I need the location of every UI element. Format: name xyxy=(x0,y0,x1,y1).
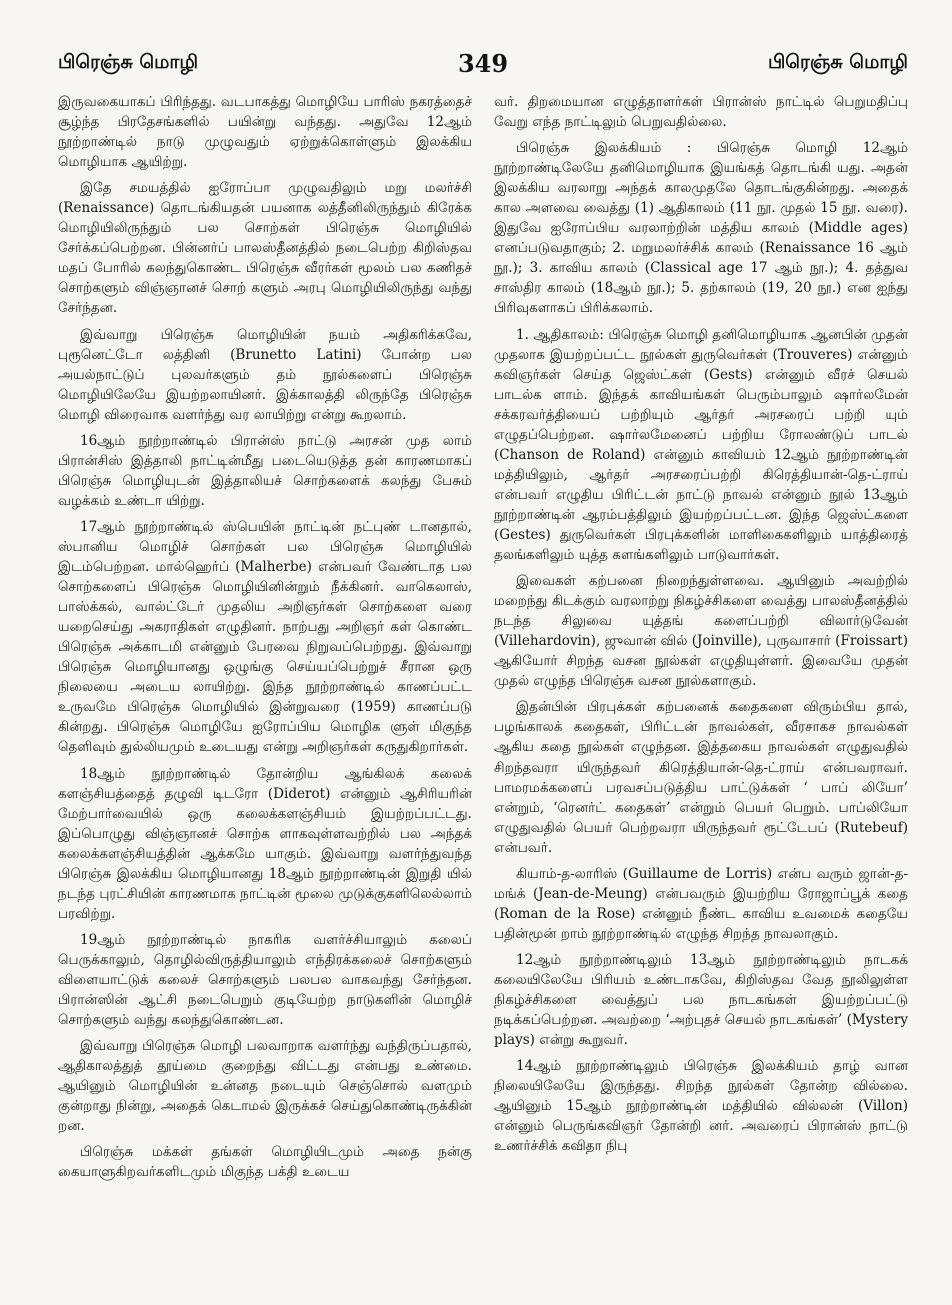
right-column xyxy=(494,92,908,1287)
paragraph: 16ஆம் நூற்றாண்டில் பிரான்ஸ் நாட்டு அரசன் முத லாம் பிரான்சிஸ் இத்தாலி நாட்டின்மீது படையெடுத்த தன் காரணமாகப் பிரெஞ்சு மொழியுடன் இத்தாலியச் சொற்களைக் கலந்து பேசும் வழக்கம் உண்டா யிற்று. xyxy=(58,432,472,509)
paragraph: பிரெஞ்சு மக்கள் தங்கள் மொழியிடமும் அதை நன்கு கையாளுகிறவர்களிடமும் மிகுந்த பக்தி உடைய xyxy=(58,1144,472,1181)
paragraph: 18ஆம் நூற்றாண்டில் தோன்றிய ஆங்கிலக் கலைக் களஞ்சியத்தைத் தழுவி டிடரோ (Diderot) என்னும் ஆசிரியரின் மேற்பார்வையில் ஒரு கலைக்களஞ்சியம் இயற்றப்பட்டது. இப்பொழுது விஞ்ஞானச் சொற்க ளாகவுள்ளவற்றில் பல அந்தக் கலைக்களஞ்சியத்தின் ஆக்கமே யாகும். இவ்வாறு வளர்ந்துவந்த பிரெஞ்சு இலக்கிய மொழியானது 18ஆம் நூற்றாண்டின் இறுதி யில் நடந்த புரட்சியின் காரணமாக நாட்டின் மூலை முடுக்குகளிலெல்லாம் பரவிற்று. xyxy=(58,765,472,922)
paragraph: இதன்பின் பிரபுக்கள் கற்பனைக் கதைகளை விரும்பிய தால், பழங்காலக் கதைகள், பிரிட்டன் நாவல்கள், வீரசாகச நாவல்கள் ஆகிய கதை நூல்கள் எழுந்தன. இத்தகைய நாவல்கள் எழுதுவதில் சிறந்தவரா யிருந்தவர் கிரெத்தியான்-தெ-ட்ராய் என்பவராவர். பாமரமக்களைப் பரவசப்படுத்திய பாட்டுக்கள் ‘ பாப் லியோ’ என்றும், ‘ரெனர்ட் கதைகள்’ என்றும் பெயர் பெறும். பாப்லியோ எழுதுவதில் பெயர் பெற்றவரா யிருந்தவர் ரூட்டேபப் (Rutebeuf) என்பவர். xyxy=(494,699,908,856)
paragraph: இதே சமயத்தில் ஐரோப்பா முழுவதிலும் மறு மலர்ச்சி (Renaissance) தொடங்கியதன் பயனாக லத்தீனிலிருந்தும் கிரேக்க மொழியிலிருந்தும் பல சொற்கள் பிரெஞ்சு மொழியில் சேர்க்கப்பெற்றன. பின்னர்ப் பாலஸ்தீனத்தில் நடைபெற்ற கிறிஸ்தவ மதப் போரில் கலந்துகொண்ட பிரெஞ்சு வீரர்கள் மூலம் பல கணிதச் சொற்களும் விஞ்ஞானச் சொற் களும் அரபு மொழியிலிருந்து வந்து சேர்ந்தன. xyxy=(58,180,472,317)
paragraph: 19ஆம் நூற்றாண்டில் நாகரிக வளர்ச்சியாலும் கலைப் பெருக்காலும், தொழில்விருத்தியாலும் எந்திரக்கலைச் சொற்களும் விளையாட்டுக் கலைச் சொற்களும் பலபல வாகவந்து சேர்ந்தன. பிரான்ஸின் ஆட்சி நடைபெறும் குடியேற்ற நாடுகளின் மொழிச் சொற்களும் வந்து கலந்துகொண்டன. xyxy=(58,931,472,1029)
paragraph: இவைகள் கற்பனை நிறைந்துள்ளவை. ஆயினும் அவற்றில் மறைந்து கிடக்கும் வரலாற்று நிகழ்ச்சிகளை வைத்து பாலஸ்தீனத்தில் நடந்த சிலுவை யுத்தங் களைப்பற்றி விலார்டுவேன் (Villehardovin), ஜுவான் வில் (Joinville), புருவாசார் (Froissart) ஆகியோர் சிறந்த வசன நூல்கள் எழுதியுள்ளர். இவையே முதன் முதல் எழுந்த பிரெஞ்சு வசன நூல்களாகும். xyxy=(494,573,908,690)
paragraph: 12ஆம் நூற்றாண்டிலும் 13ஆம் நூற்றாண்டிலும் நாடகக் கலையிலேயே பிரியம் உண்டாகவே, கிறிஸ்தவ வேத நூலிலுள்ள நிகழ்ச்சிகளை வைத்துப் பல நாடகங்கள் இயற்றப்பட்டு நடிக்கப்பெற்றன. அவற்றை ‘அற்புதச் செயல் நாடகங்கள்’ (Mystery plays) என்று கூறுவர். xyxy=(494,951,908,1049)
left-column xyxy=(58,92,472,1287)
page-number: 349 xyxy=(457,48,509,78)
paragraph: 14ஆம் நூற்றாண்டிலும் பிரெஞ்சு இலக்கியம் தாழ் வான நிலையிலேயே இருந்தது. சிறந்த நூல்கள் தோன்ற வில்லை. ஆயினும் 15ஆம் நூற்றாண்டின் மத்தியில் வில்லன் (Villon) என்னும் பெருங்கவிஞர் தோன்றி னர். அவரைப் பிரான்ஸ் நாட்டு உணர்ச்சிக் கவிதா நிபு xyxy=(494,1058,908,1155)
paragraph: இவ்வாறு பிரெஞ்சு மொழியின் நயம் அதிகரிக்கவே, புரூனெட்டோ லத்தினி (Brunetto Latini) போன்ற பல அயல்நாட்டுப் புலவர்களும் தம் நூல்களைப் பிரெஞ்சு மொழியிலேயே இயற்றலாயினர். இக்காலத்தி லிருந்தே பிரெஞ்சு மொழி விரைவாக வளர்ந்து வர லாயிற்று என்று கூறலாம். xyxy=(58,326,472,423)
paragraph: 1. ஆதிகாலம்: பிரெஞ்சு மொழி தனிமொழியாக ஆனபின் முதன் முதலாக இயற்றப்பட்ட நூல்கள் துருவெர்கள் (Trouveres) என்னும் கவிஞர்கள் செய்த ஜெஸ்ட்கள் (Gests) என்னும் வீரச் செயல் பாடல்க ளாம். இந்தக் காவியங்கள் பெரும்பாலும் ஷார்லமேன் சக்கரவர்த்தியைப் பற்றியும் ஆர்தர் அரசரைப் பற்றி யும் எழுதப்பெற்றன. ஷார்லமேனைப் பற்றிய ரோலண்டுப் பாடல் (Chanson de Roland) என்னும் காவியம் 12ஆம் நூற்றாண்டின் மத்தியிலும், ஆர்தர் அரசரைப்பற்றி கிரெத்தியான்-தெ-ட்ராய் என்பவர் எழுதிய பிரிட்டன் நாட்டு நாவல் என்னும் நூல் 13ஆம் நூற்றாண்டின் ஆரம்பத்திலும் இயற்றப்பட்டன. இந்த ஜெஸ்ட்களை (Gestes) துருவெர்கள் பிரபுக்களின் மாளிகைகளிலும் யாத்திரைத் தலங்களிலும் யுத்த களங்களிலும் பாடுவார்கள். xyxy=(494,326,908,564)
paragraph: கியாம்-த-லாரிஸ் (Guillaume de Lorris) என்ப வரும் ஜான்-த-மங்க் (Jean-de-Meung) என்பவரும் இயற்றிய ரோஜாப்பூக் கதை (Roman de la Rose) என்னும் நீண்ட காவிய உவமைக் கதையே பதின்மூன் றாம் நூற்றாண்டில் எழுந்த சிறந்த நாவலாகும். xyxy=(494,865,908,942)
running-title-left: பிரெஞ்சு மொழி xyxy=(58,50,199,73)
paragraph: இவ்வாறு பிரெஞ்சு மொழி பலவாறாக வளர்ந்து வந்திருப்பதால், ஆதிகாலத்துத் தூய்மை குறைந்து விட்டது என்பது உண்மை. ஆயினும் மொழியின் உன்னத நடையும் செஞ்சொல் வளமும் குன்றாது நின்று, அதைக் கெடாமல் இருக்கச் செய்துகொண்டிருக்கின் றன. xyxy=(58,1038,472,1135)
text-columns xyxy=(58,92,908,1287)
paragraph: இருவகையாகப் பிரிந்தது. வடபாகத்து மொழியே பாரிஸ் நகரத்தைச் சூழ்ந்த பிரதேசங்களில் பயின்று வந்தது. அதுவே 12ஆம் நூற்றாண்டில் நாடு முழுவதும் ஏற்றுக்கொள்ளும் இலக்கிய மொழியாக ஆயிற்று. xyxy=(58,94,472,171)
paragraph: வர். திறமையான எழுத்தாளர்கள் பிரான்ஸ் நாட்டில் பெறுமதிப்பு வேறு எந்த நாட்டிலும் பெறுவதில்லை. xyxy=(494,94,908,131)
paragraph: பிரெஞ்சு இலக்கியம் : பிரெஞ்சு மொழி 12ஆம் நூற்றாண்டிலேயே தனிமொழியாக இயங்கத் தொடங்கி யது. அதன் இலக்கிய வரலாறு அந்தக் காலமுதலே தொடங்குகின்றது. அதைக் கால அளவை வைத்து (1) ஆதிகாலம் (11 நூ. முதல் 15 நூ. வரை). இதுவே ஐரோப்பிய வரலாற்றின் மத்திய காலம் (Middle ages) எனப்படுவதாகும்; 2. மறுமலர்ச்சிக் காலம் (Renaissance 16 ஆம் நூ.); 3. காவிய காலம் (Classical age 17 ஆம் நூ.); 4. தத்துவ சாஸ்திர காலம் (18ஆம் நூ.); 5. தற்காலம் (19, 20 நூ.) என ஐந்து பிரிவுகளாகப் பிரிக்கலாம். xyxy=(494,140,908,317)
paragraph: 17ஆம் நூற்றாண்டில் ஸ்பெயின் நாட்டின் நட்புண் டானதால், ஸ்பானிய மொழிச் சொற்கள் பல பிரெஞ்சு மொழியில் இடம்பெற்றன. மால்ஹெர்ப் (Malherbe) என்பவர் வேண்டாத பல சொற்களைப் பிரெஞ்சு மொழியினின்றும் நீக்கினர். வாகெலாஸ், பாஸ்க்கல், வால்ட்டேர் முதலிய அறிஞர்கள் சொற்களை வரை யறைசெய்து அகராதிகள் எழுதினர். நாற்பது அறிஞர் கள் கொண்ட பிரெஞ்சு அக்காடமி என்னும் பேரவை நிறுவப்பெற்றது. இவ்வாறு பிரெஞ்சு மொழியானது ஒழுங்கு செய்யப்பெற்றுச் சீரான ஒரு நிலையை அடைய லாயிற்று. இந்த நூற்றாண்டில் காணப்பட்ட உருவமே பிரெஞ்சு மொழியில் இன்றுவரை (1959) காணப்படு கின்றது. பிரெஞ்சு மொழியே ஐரோப்பிய மொழிக ளுள் மிகுந்த தெளிவும் துல்லியமும் உடையது என்று அறிஞர்கள் கருதுகிறார்கள். xyxy=(58,518,472,756)
running-title-right: பிரெஞ்சு மொழி xyxy=(767,50,908,73)
page-header xyxy=(58,46,908,80)
